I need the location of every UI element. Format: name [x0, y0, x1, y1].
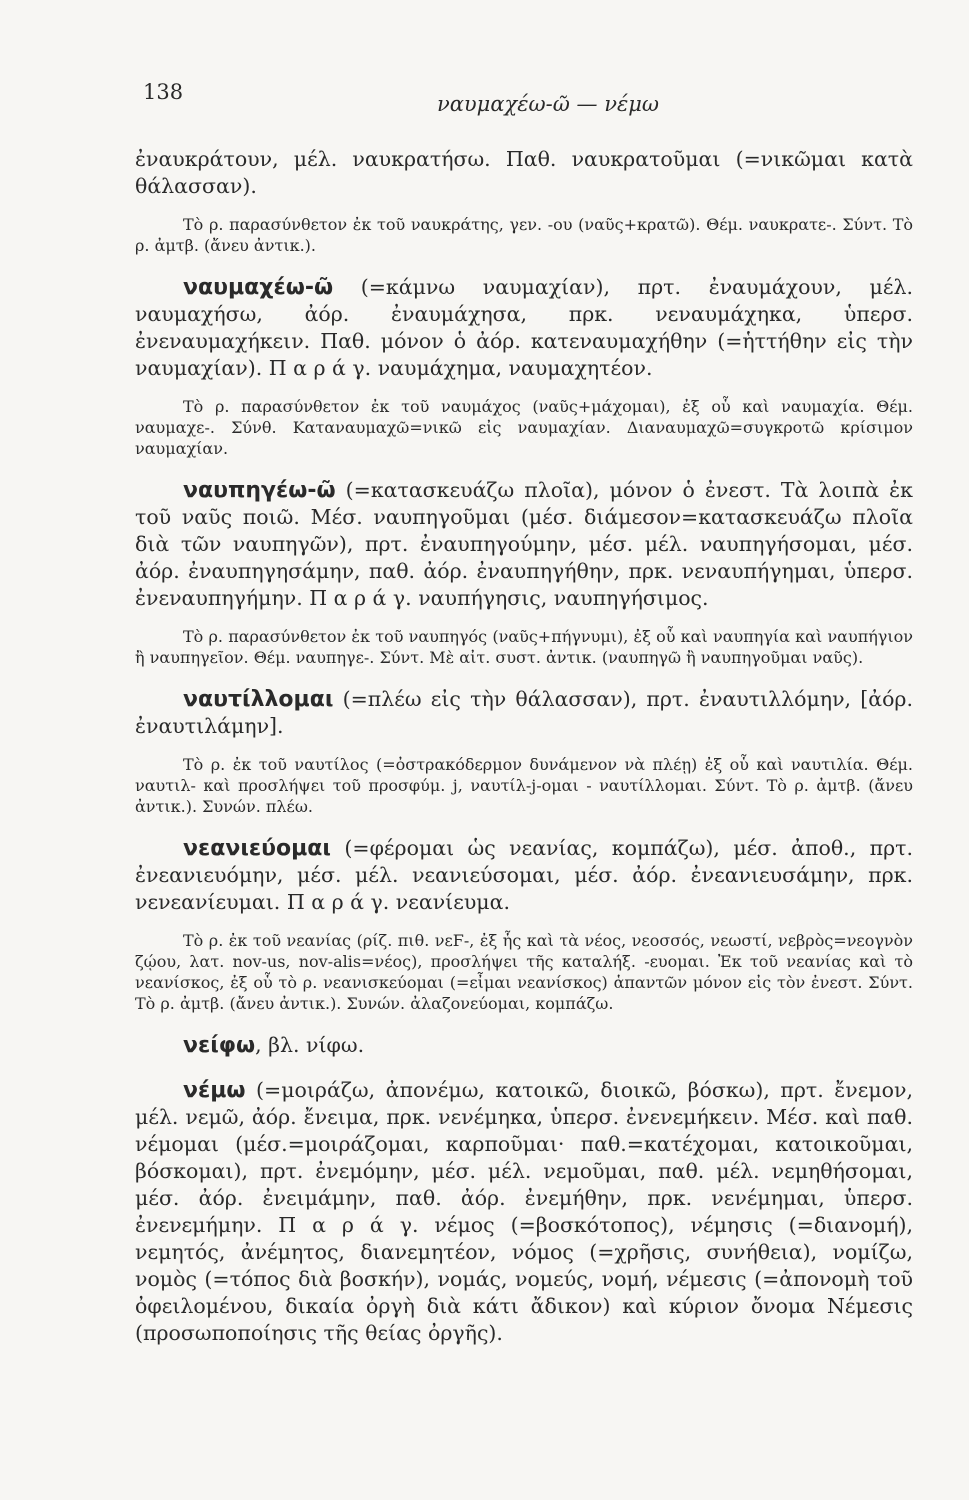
page-header — [143, 80, 913, 120]
entry-nauktrateo-cont — [135, 146, 913, 256]
lemma-headword: ναυπηγέω-ῶ — [183, 478, 336, 503]
etymology-note: Τὸ ρ. ἐκ τοῦ νεανίας (ρίζ. πιθ. νεϜ-, ἐξ ἧς καὶ τὰ νέος, νεοσσός, νεωστί, νεβρὸς=νεογνὸν ζῴου, λατ. nov-us, nov-alis=νέος), προσλήψει τῆς καταλήξ. -ευομαι. Ἐκ τοῦ νεανίας καὶ τὸ νεανίσκος, ἐξ οὗ τὸ ρ. νεανισκεύομαι (=εἶμαι νεανίσκος) ἁπαντῶν μόνον εἰς τὸν ἐνεστ. Σύντ. Τὸ ρ. ἀμτβ. (ἄνευ ἀντικ.). Συνών. ἀλαζονεύομαι, κομπάζω. — [135, 931, 913, 1013]
lemma-headword: ναυμαχέω-ῶ — [183, 275, 334, 300]
entry-definition: , βλ. νίφω. — [255, 1033, 365, 1057]
lemma-headword: νείφω — [183, 1033, 256, 1058]
entry-definition: (=κάμνω ναυμαχίαν), πρτ. ἐναυμάχουν, μέλ. ναυμαχήσω, ἀόρ. ἐναυμάχησα, πρκ. νεναυμάχηκα, ὑπερσ. ἐνεναυμαχήκειν. Παθ. μόνον ὁ ἀόρ. κατεναυμαχήθην (=ἡττήθην εἰς τὴν ναυμαχίαν). Π α ρ ά γ. ναυμάχημα, ναυμαχητέον. — [135, 275, 913, 380]
entry-nautillomai — [135, 686, 913, 817]
lemma-headword: νέμω — [183, 1078, 246, 1103]
etymology-note: Τὸ ρ. ἐκ τοῦ ναυτίλος (=ὀστρακόδερμον δυνάμενον νὰ πλέῃ) ἐξ οὗ καὶ ναυτιλία. Θέμ. ναυτιλ- καὶ προσλήψει τοῦ προσφύμ. j, ναυτίλ-j-ομαι - ναυτίλλομαι. Σύντ. Τὸ ρ. ἀμτβ. (ἄνευ ἀντικ.). Συνών. πλέω. — [135, 755, 913, 816]
running-head: ναυμαχέω-ῶ — νέμω — [436, 92, 660, 116]
entry-naumacheo — [135, 274, 913, 459]
entry-definition: (=πλέω εἰς τὴν θάλασσαν), πρτ. ἐναυτιλλόμην, [ἀόρ. ἐναυτιλάμην]. — [135, 687, 913, 738]
etymology-note: Τὸ ρ. παρασύνθετον ἐκ τοῦ ναυπηγός (ναῦς+πήγνυμι), ἐξ οὗ καὶ ναυπηγία καὶ ναυπήγιον ἢ ναυπηγεῖον. Θέμ. ναυπηγε-. Σύντ. Μὲ αἰτ. συστ. ἀντικ. (ναυπηγῶ ἢ ναυπηγοῦμαι ναῦς). — [135, 627, 913, 667]
entry-definition: (=φέρομαι ὡς νεανίας, κομπάζω), μέσ. ἀποθ., πρτ. ἐνεανιευόμην, μέσ. μέλ. νεανιεύσομαι, μέσ. ἀόρ. ἐνεανιευσάμην, πρκ. νενεανίευμαι. Π α ρ ά γ. νεανίευμα. — [135, 836, 913, 914]
entry-neipho — [135, 1032, 913, 1059]
etymology-note: Τὸ ρ. παρασύνθετον ἐκ τοῦ ναυμάχος (ναῦς+μάχομαι), ἐξ οὗ καὶ ναυμαχία. Θέμ. ναυμαχε-. Σύνθ. Καταναυμαχῶ=νικῶ εἰς ναυμαχίαν. Διαναυμαχῶ=συγκροτῶ κρίσιμον ναυμαχίαν. — [135, 397, 913, 458]
entry-naupegeo — [135, 477, 913, 668]
lemma-headword: ναυτίλλομαι — [183, 687, 334, 712]
entry-definition: (=μοιράζω, ἀπονέμω, κατοικῶ, διοικῶ, βόσκω), πρτ. ἔνεμον, μέλ. νεμῶ, ἀόρ. ἔνειμα, πρκ. νενέμηκα, ὑπερσ. ἐνενεμήκειν. Μέσ. καὶ παθ. νέμομαι (μέσ.=μοιράζομαι, καρποῦμαι· παθ.=κατέχομαι, κατοικοῦμαι, βόσκομαι), πρτ. ἐνεμόμην, μέσ. μέλ. νεμοῦμαι, παθ. μέλ. νεμηθήσομαι, μέσ. ἀόρ. ἐνειμάμην, παθ. ἀόρ. ἐνεμήθην, πρκ. νενέμημαι, ὑπερσ. ἐνενεμήμην. Π α ρ ά γ. νέμος (=βοσκότοπος), νέμησις (=διανομή), νεμητός, ἀνέμητος, διανεμητέον, νόμος (=χρῆσις, συνήθεια), νομίζω, νομὸς (=τόπος διὰ βοσκήν), νομάς, νομεύς, νομή, νέμεσις (=ἀπονομὴ τοῦ ὀφειλομένου, δικαία ὀργὴ διὰ κάτι ἄδικον) καὶ κύριον ὄνομα Νέμεσις (προσωποποίησις τῆς θείας ὀργῆς). — [135, 1078, 913, 1345]
entry-definition: (=κατασκευάζω πλοῖα), μόνον ὁ ἐνεστ. Τὰ λοιπὰ ἐκ τοῦ ναῦς ποιῶ. Μέσ. ναυπηγοῦμαι (μέσ. διάμεσον=κατασκευάζω πλοῖα διὰ τῶν ναυπηγῶν), πρτ. ἐναυπηγούμην, μέσ. μέλ. ναυπηγήσομαι, μέσ. ἀόρ. ἐναυπηγησάμην, παθ. ἀόρ. ἐναυπηγήθην, πρκ. νεναυπήγημαι, ὑπερσ. ἐνεναυπηγήμην. Π α ρ ά γ. ναυπήγησις, ναυπηγήσιμος. — [135, 478, 913, 610]
entry-main-text: ἐναυκράτουν, μέλ. ναυκρατήσω. Παθ. ναυκρατοῦμαι (=νικῶμαι κατὰ θάλασσαν). — [135, 147, 913, 198]
entry-neanieuomai — [135, 835, 913, 1014]
page-body — [135, 146, 913, 1347]
entry-main-text — [135, 1077, 913, 1347]
entry-nemo — [135, 1077, 913, 1347]
entry-main-text — [135, 835, 913, 916]
etymology-note: Τὸ ρ. παρασύνθετον ἐκ τοῦ ναυκράτης, γεν. -ου (ναῦς+κρατῶ). Θέμ. ναυκρατε-. Σύντ. Τὸ ρ. ἀμτβ. (ἄνευ ἀντικ.). — [135, 215, 913, 255]
entry-main-text — [135, 477, 913, 612]
entry-main-text — [135, 1032, 913, 1059]
lemma-headword: νεανιεύομαι — [183, 836, 331, 861]
page-number: 138 — [143, 80, 184, 104]
entry-main-text — [135, 686, 913, 740]
entry-main-text — [135, 274, 913, 382]
